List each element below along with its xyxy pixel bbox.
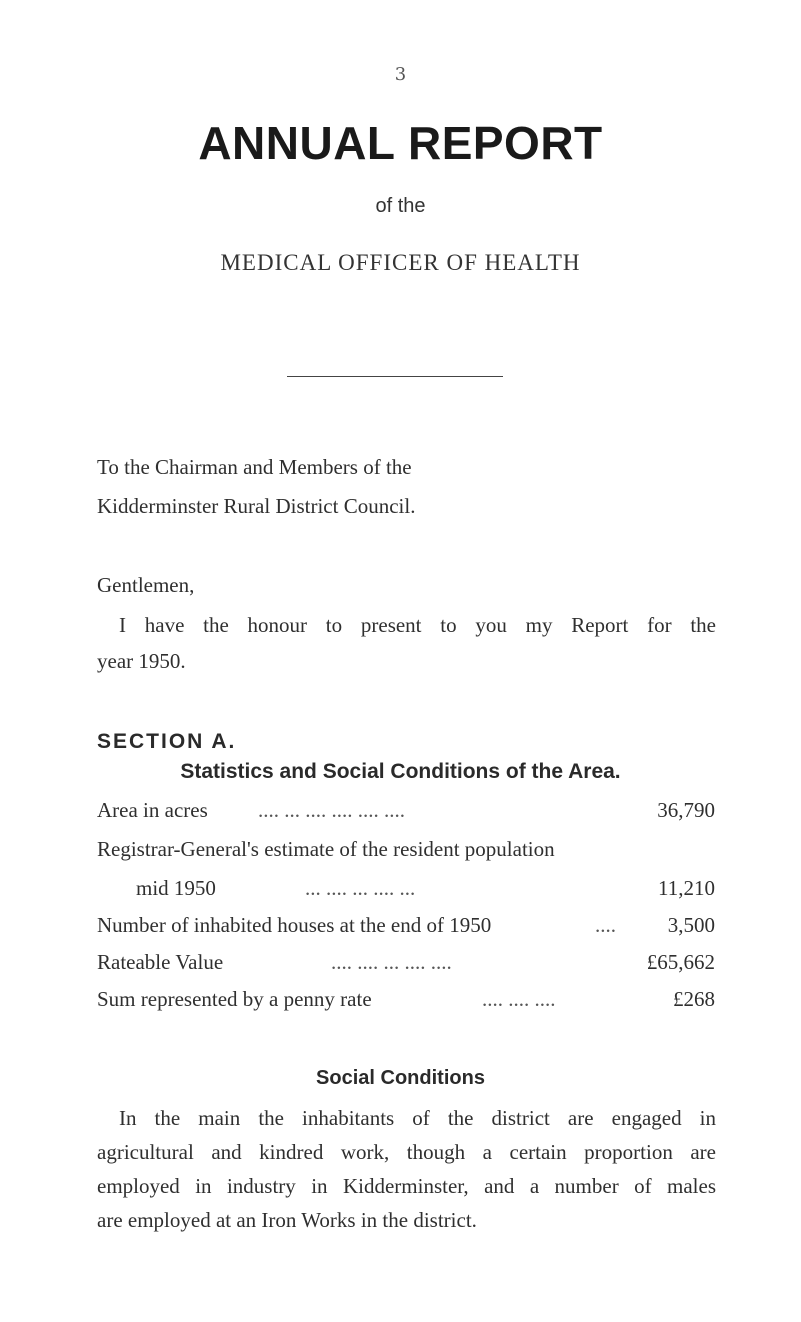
stat-penny-rate-leader: .... .... .... (482, 987, 556, 1011)
stat-population-label-cont: mid 1950 (136, 876, 216, 900)
stat-area-value: 36,790 (657, 798, 715, 822)
stat-population-label: Registrar-General's estimate of the resident population (97, 837, 555, 861)
social-conditions-heading: Social Conditions (316, 1067, 485, 1089)
section-label: SECTION A. (97, 730, 237, 753)
stat-penny-rate-value: £268 (673, 987, 715, 1011)
address-line-1: To the Chairman and Members of the (97, 455, 412, 479)
stat-population-leader: ... .... ... .... ... (305, 876, 416, 900)
stat-penny-rate-label: Sum represented by a penny rate (97, 987, 372, 1011)
social-paragraph-line-3: employed in industry in Kidderminster, and a number of males (97, 1174, 716, 1198)
stat-houses-value: 3,500 (667, 913, 715, 937)
intro-line-1: I have the honour to present to you my Report for the (119, 613, 716, 637)
report-title: ANNUAL REPORT (198, 117, 603, 169)
intro-line-2: year 1950. (97, 649, 186, 673)
report-subtitle: of the (375, 195, 426, 217)
divider-rule (287, 376, 503, 377)
stat-rateable-label: Rateable Value (97, 950, 224, 974)
stat-rateable-leader: .... .... ... .... .... (331, 950, 452, 974)
officer-title: MEDICAL OFFICER OF HEALTH (220, 250, 581, 275)
address-line-2: Kidderminster Rural District Council. (97, 494, 416, 518)
stat-rateable-value: £65,662 (646, 950, 715, 974)
social-paragraph-line-2: agricultural and kindred work, though a certain proportion are (97, 1140, 716, 1164)
social-paragraph-line-4: are employed at an Iron Works in the district. (97, 1208, 477, 1232)
salutation: Gentlemen, (97, 573, 195, 597)
stat-area-label: Area in acres (97, 798, 208, 822)
stat-population-value: 11,210 (658, 876, 715, 900)
page-number: 3 (394, 64, 407, 85)
social-paragraph-line-1: In the main the inhabitants of the district are engaged in (119, 1106, 716, 1130)
stat-houses-label: Number of inhabited houses at the end of 1950 (97, 913, 492, 937)
stat-houses-leader: .... (595, 913, 616, 937)
stat-area-leader: .... ... .... .... .... .... (258, 798, 405, 822)
statistics-heading: Statistics and Social Conditions of the Area. (180, 760, 621, 783)
